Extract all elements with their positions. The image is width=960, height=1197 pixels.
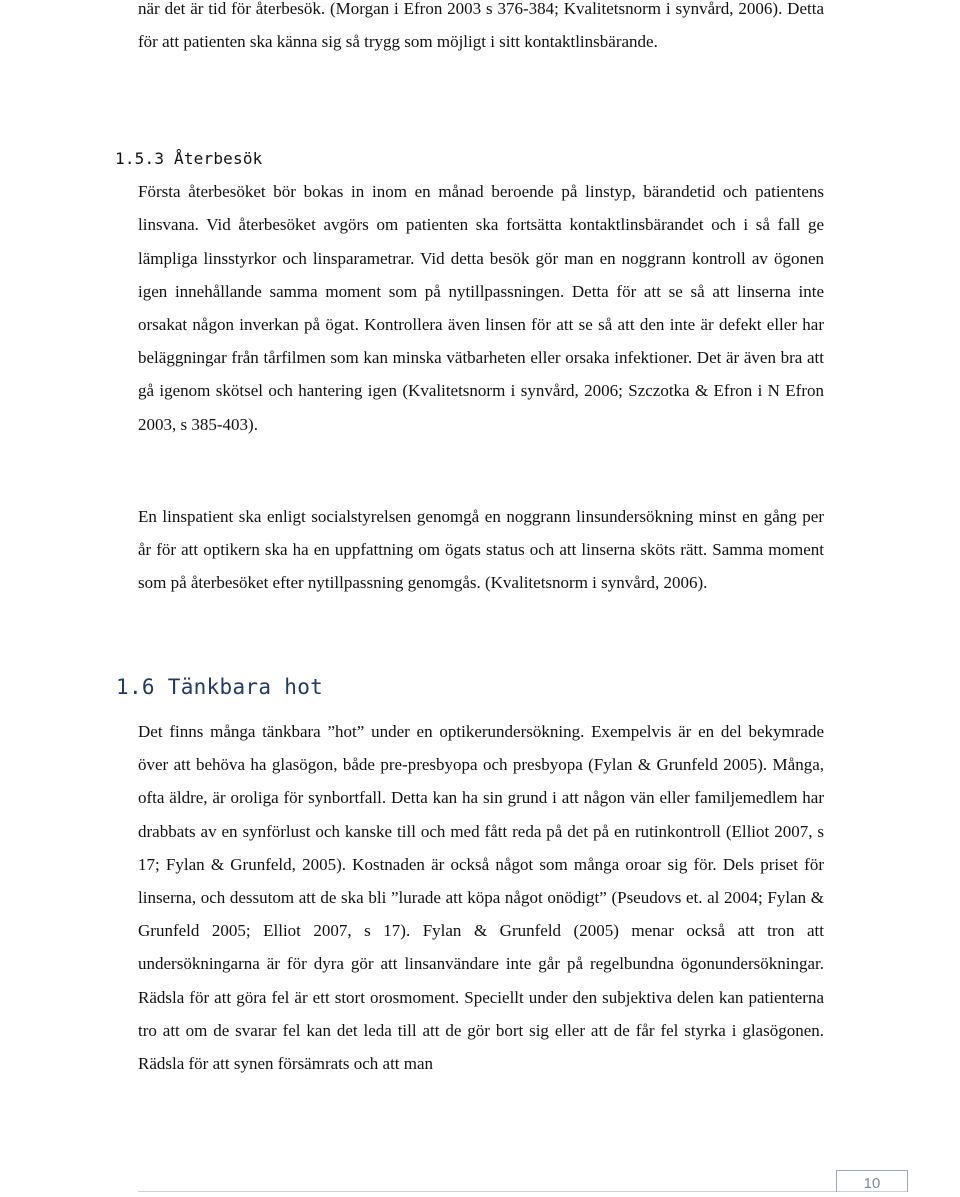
section-153-heading: 1.5.3 Återbesök — [115, 149, 263, 168]
section-16-paragraph: Det finns många tänkbara ”hot” under en optikerundersökning. Exempelvis är en del bekymrade över att behöva ha glasögon, både pre-presbyopa och presbyopa (Fylan & Grunfeld 2005). Många, ofta äldre, är oroliga för synbortfall. Detta kan ha sin grund i att någon vän eller familjemedlem har drabbats av en synförlust och kanske till och med fått reda på det på en rutinkontroll (Elliot 2007, s 17; Fylan & Grunfeld, 2005). Kostnaden är också något som många oroar sig för. Dels priset för linserna, och dessutom att de ska bli ”lurade att köpa något onödigt” (Pseudovs et. al 2004; Fylan & Grunfeld 2005; Elliot 2007, s 17). Fylan & Grunfeld (2005) menar också att tron att undersökningarna är för dyra gör att linsanvändare inte går på regelbundna ögonundersökningar. Rädsla för att göra fel är ett stort orosmoment. Speciellt under den subjektiva delen kan patienterna tro att om de svarar fel kan det leda till att de gör bort sig eller att de får fel styrka i glasögonen. Rädsla för att synen försämrats och att man — [138, 722, 824, 1074]
intro-paragraph-block — [138, 0, 824, 58]
section-153-paragraph: Första återbesöket bör bokas in inom en månad beroende på linstyp, bärandetid och patientens linsvana. Vid återbesöket avgörs om patienten ska fortsätta kontaktlinsbärandet och i så fall ge lämpliga linsstyrkor och linsparametrar. Vid detta besök gör man en noggrann kontroll av ögonen igen innehållande samma moment som på nytillpassningen. Detta för att se så att linserna inte orsakat någon inverkan på ögat. Kontrollera även linsen för att se så att den inte är defekt eller har beläggningar från tårfilmen som kan minska vätbarheten eller orsaka infektioner. Det är även bra att gå igenom skötsel och hantering igen (Kvalitetsnorm i synvård, 2006; Szczotka & Efron i N Efron 2003, s 385-403). — [138, 182, 824, 434]
section-16-heading: 1.6 Tänkbara hot — [116, 675, 324, 699]
annual-check-paragraph-block — [138, 500, 824, 600]
intro-paragraph: när det är tid för återbesök. (Morgan i Efron 2003 s 376-384; Kvalitetsnorm i synvård, 2006). Detta för att patienten ska känna sig så trygg som möjligt i sitt kontaktlinsbärande. — [138, 0, 824, 52]
section-16-paragraph-block — [138, 715, 824, 1080]
page-number: 10 — [836, 1170, 908, 1192]
annual-check-paragraph: En linspatient ska enligt socialstyrelsen genomgå en noggrann linsundersökning minst en gång per år för att optikern ska ha en uppfattning om ögats status och att linserna sköts rätt. Samma moment som på återbesöket efter nytillpassning genomgås. (Kvalitetsnorm i synvård, 2006). — [138, 507, 824, 593]
section-153 — [115, 142, 824, 441]
